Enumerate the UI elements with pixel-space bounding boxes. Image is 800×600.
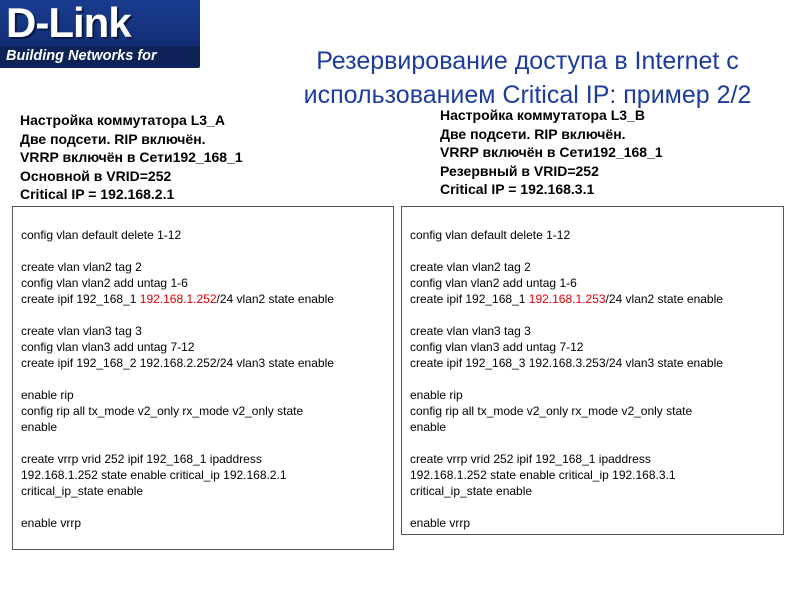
config-line: config rip all tx_mode v2_only rx_mode v2_only state (21, 404, 304, 418)
config-line: config rip all tx_mode v2_only rx_mode v2_only state (410, 404, 693, 418)
switch-a-info (20, 111, 243, 204)
config-line (410, 435, 783, 451)
config-line: create vlan vlan2 tag 2 (21, 260, 142, 274)
config-line (410, 307, 783, 323)
highlighted-ip: 192.168.1.252 (139, 292, 217, 306)
config-line: config vlan vlan2 add untag 1-6 (21, 276, 188, 290)
config-text: /24 vlan2 state enable (216, 292, 334, 306)
switch-a-info-line: Настройка коммутатора L3_A (20, 112, 225, 128)
config-line: create vrrp vrid 252 ipif 192_168_1 ipaddress (410, 452, 651, 466)
config-line: enable rip (410, 388, 463, 402)
switch-a-config-box (12, 206, 394, 550)
switch-a-info-line: Основной в VRID=252 (20, 167, 172, 184)
logo-brand: D-Link (6, 0, 131, 46)
switch-a-info-line: Critical IP = 192.168.2.1 (20, 186, 175, 202)
config-line (21, 435, 393, 451)
switch-b-info (440, 106, 663, 199)
switch-b-info-line: Резервный в VRID=252 (440, 162, 599, 179)
config-line (410, 371, 783, 387)
config-line: create vrrp vrid 252 ipif 192_168_1 ipaddress (21, 452, 262, 466)
config-line: config vlan vlan3 add untag 7-12 (21, 340, 195, 354)
config-line (410, 499, 783, 515)
config-line: enable rip (21, 388, 74, 402)
switch-b-info-line: Настройка коммутатора L3_B (440, 107, 645, 123)
config-text: create ipif 192_168_1 (21, 292, 140, 306)
dlink-logo (0, 0, 200, 84)
title-line-2: использованием Critical IP: пример 2/2 (303, 81, 752, 109)
config-line: enable vrrp (21, 516, 82, 530)
title-line-1: Резервирование доступа в Internet с (316, 47, 739, 75)
switch-a-info-line: VRRP включён в Сети192_168_1 (20, 149, 243, 165)
config-line: config vlan vlan3 add untag 7-12 (410, 340, 584, 354)
config-line (410, 243, 783, 259)
config-line: 192.168.1.252 state enable critical_ip 192.168.2.1 (21, 468, 287, 482)
config-line: enable (410, 420, 447, 434)
config-line: 192.168.1.252 state enable critical_ip 192.168.3.1 (410, 468, 676, 482)
config-line: config vlan default delete 1-12 (21, 228, 182, 242)
config-line: create ipif 192_168_3 192.168.3.253/24 vlan3 state enable (410, 356, 723, 370)
switch-b-info-line: Две подсети. RIP включён. (440, 125, 626, 142)
config-line: config vlan vlan2 add untag 1-6 (410, 276, 577, 290)
config-line (21, 307, 393, 323)
switch-a-info-line: Две подсети. RIP включён. (20, 130, 206, 147)
switch-b-info-line: Critical IP = 192.168.3.1 (440, 181, 595, 197)
slide-title (255, 44, 800, 112)
config-line: create vlan vlan3 tag 3 (410, 324, 531, 338)
logo-tagline: Building Networks for People (0, 46, 200, 66)
config-line (21, 499, 393, 515)
config-line: create ipif 192_168_2 192.168.2.252/24 vlan3 state enable (21, 356, 334, 370)
switch-b-config-box (401, 206, 784, 535)
config-line: create vlan vlan2 tag 2 (410, 260, 531, 274)
config-line: critical_ip_state enable (410, 484, 533, 498)
config-line: enable vrrp (410, 516, 471, 530)
config-line (21, 291, 393, 307)
config-line: critical_ip_state enable (21, 484, 144, 498)
config-text: create ipif 192_168_1 (410, 292, 529, 306)
config-line: create vlan vlan3 tag 3 (21, 324, 142, 338)
config-line (21, 371, 393, 387)
switch-b-info-line: VRRP включён в Сети192_168_1 (440, 144, 663, 160)
config-line (410, 291, 783, 307)
config-line: enable (21, 420, 58, 434)
highlighted-ip: 192.168.1.253 (528, 292, 606, 306)
config-line (21, 243, 393, 259)
config-line: config vlan default delete 1-12 (410, 228, 571, 242)
config-text: /24 vlan2 state enable (605, 292, 723, 306)
